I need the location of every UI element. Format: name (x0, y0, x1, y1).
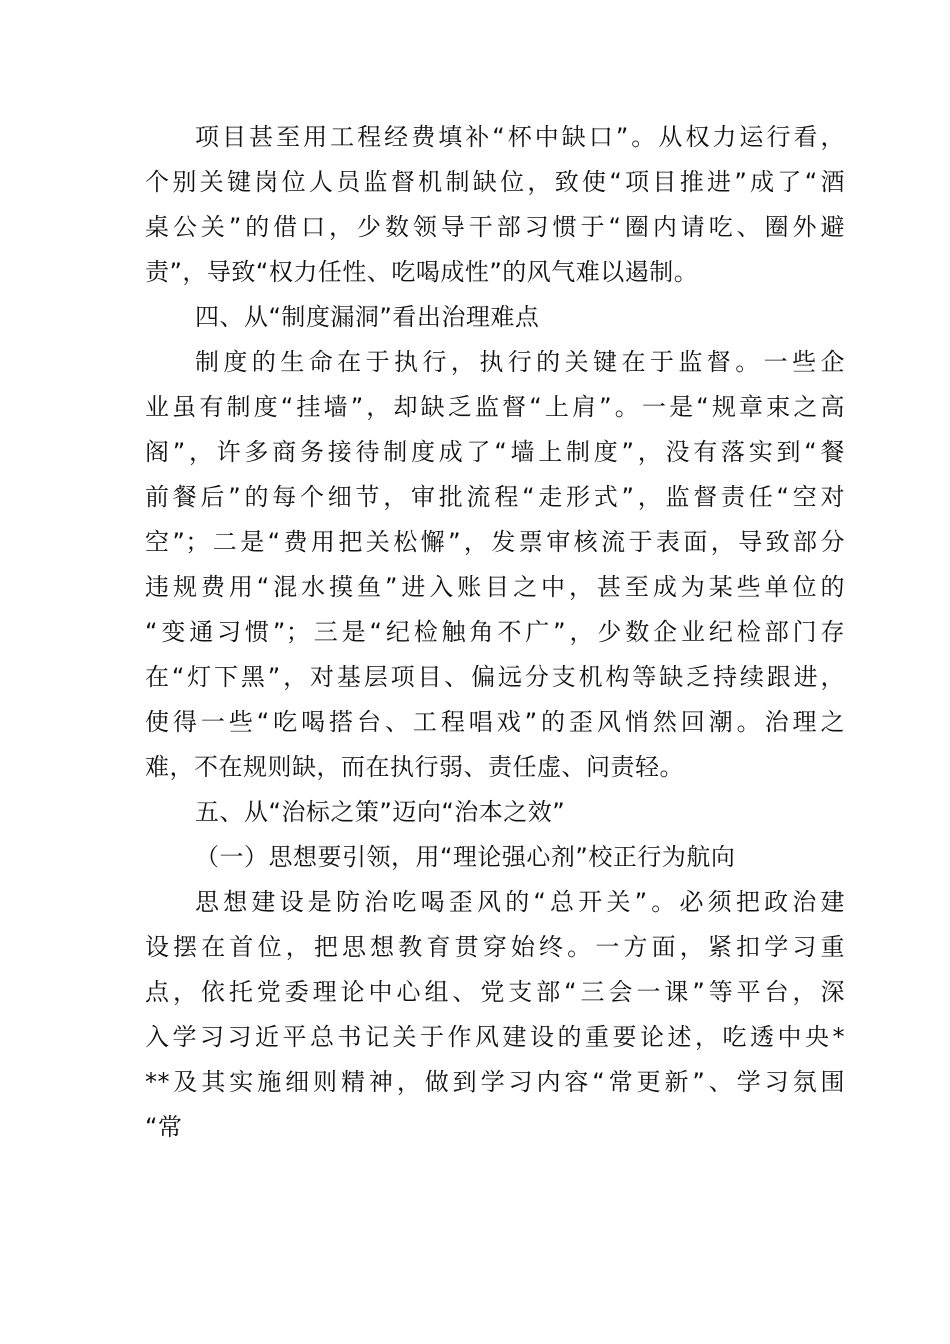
text-line: 使得一些“吃喝搭台、工程唱戏”的歪风悄然回潮。治理之 (145, 708, 845, 736)
text-line: 思想建设是防治吃喝歪风的“总开关”。必须把政治建 (195, 888, 845, 916)
text-line: 业虽有制度“挂墙”，却缺乏监督“上肩”。一是“规章束之高 (145, 393, 845, 421)
text-line: 违规费用“混水摸鱼”进入账目之中，甚至成为某些单位的 (145, 573, 845, 601)
text-line: 空”；二是“费用把关松懈”，发票审核流于表面，导致部分 (145, 528, 845, 556)
text-line: 难，不在规则缺，而在执行弱、责任虚、问责轻。 (145, 753, 684, 781)
text-line: 前餐后”的每个细节，审批流程“走形式”，监督责任“空对 (145, 483, 845, 511)
section-heading: 四、从“制度漏洞”看出治理难点 (195, 303, 540, 331)
text-line: 责”，导致“权力任性、吃喝成性”的风气难以遏制。 (145, 258, 699, 286)
text-line: 项目甚至用工程经费填补“杯中缺口”。从权力运行看， (195, 123, 845, 151)
text-line: 设摆在首位，把思想教育贯穿始终。一方面，紧扣学习重 (145, 933, 845, 961)
text-line: 入学习习近平总书记关于作风建设的重要论述，吃透中央* (145, 1023, 845, 1051)
text-line: “常 (145, 1113, 183, 1141)
text-line: 在“灯下黑”，对基层项目、偏远分支机构等缺乏持续跟进， (145, 663, 845, 691)
text-line: 制度的生命在于执行，执行的关键在于监督。一些企 (195, 348, 845, 376)
text-line: 阁”，许多商务接待制度成了“墙上制度”，没有落实到“餐 (145, 438, 845, 466)
section-heading: 五、从“治标之策”迈向“治本之效” (195, 798, 566, 826)
text-line: “变通习惯”；三是“纪检触角不广”，少数企业纪检部门存 (145, 618, 845, 646)
subsection-heading: （一）思想要引领，用“理论强心剂”校正行为航向 (195, 843, 736, 871)
text-line: 点，依托党委理论中心组、党支部“三会一课”等平台，深 (145, 978, 845, 1006)
text-line: 桌公关”的借口，少数领导干部习惯于“圈内请吃、圈外避 (145, 213, 845, 241)
text-line: **及其实施细则精神，做到学习内容“常更新”、学习氛围 (145, 1068, 845, 1096)
text-line: 个别关键岗位人员监督机制缺位，致使“项目推进”成了“酒 (145, 168, 845, 196)
document-body (145, 115, 845, 1150)
